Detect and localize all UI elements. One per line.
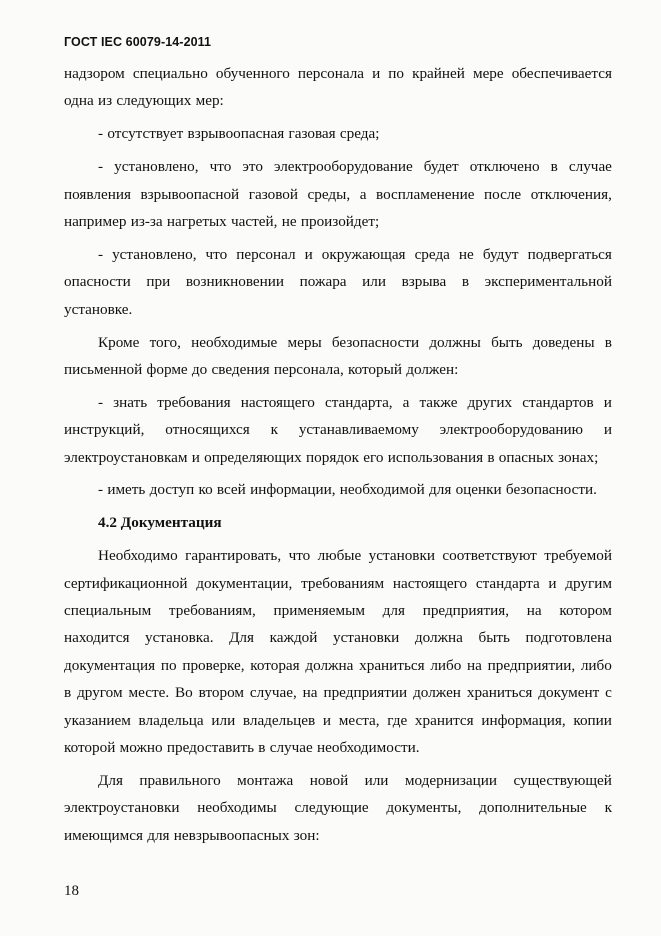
- text-line: Кроме того, необходимые меры безопасности должны быть доведены в: [98, 333, 612, 351]
- paragraph: [64, 767, 612, 849]
- text-line: опасности при возникновении пожара или взрыва в экспериментальной: [64, 273, 612, 291]
- text-line: появления взрывоопасной газовой среды, а воспламенение после отключения,: [64, 185, 612, 203]
- text-line: надзором специально обученного персонала и по крайней мере обеспечивается: [64, 65, 612, 82]
- paragraph: [64, 389, 612, 471]
- paragraph: [64, 153, 612, 235]
- text-line: - иметь доступ ко всей информации, необходимой для оценки безопасности.: [98, 481, 597, 499]
- document-body: [64, 60, 612, 849]
- text-line: Необходимо гарантировать, что любые установки соответствуют требуемой: [98, 547, 612, 565]
- text-line: специальным требованиям, применяемым для предприятия, на котором: [64, 602, 612, 620]
- section-heading: 4.2 Документация: [98, 514, 222, 532]
- paragraph: [64, 329, 612, 384]
- text-line: электроустановкам и определяющих порядок его использования в опасных зонах;: [64, 448, 599, 466]
- paragraph: [64, 60, 612, 115]
- paragraph: [64, 120, 612, 147]
- text-line: - знать требования настоящего стандарта, а также других стандартов и: [98, 393, 612, 411]
- text-line: письменной форме до сведения персонала, который должен:: [64, 360, 459, 378]
- text-line: инструкций, относящихся к устанавливаемому электрооборудованию и: [64, 421, 612, 439]
- paragraph: [64, 476, 612, 503]
- paragraph: [64, 542, 612, 761]
- paragraph: [64, 241, 612, 323]
- text-line: одна из следующих мер:: [64, 92, 224, 110]
- text-line: - установлено, что персонал и окружающая среда не будут подвергаться: [98, 245, 612, 263]
- text-line: документация по проверке, которая должна храниться либо на предприятии, либо: [64, 656, 612, 674]
- text-line: - установлено, что это электрооборудование будет отключено в случае: [98, 158, 612, 176]
- text-line: установке.: [64, 300, 133, 318]
- text-line: Для правильного монтажа новой или модернизации существующей: [98, 771, 612, 789]
- text-line: которой можно предоставить в случае необходимости.: [64, 738, 420, 756]
- text-line: сертификационной документации, требованиям настоящего стандарта и другим: [64, 574, 612, 592]
- text-line: находится установка. Для каждой установки должна быть подготовлена: [64, 629, 612, 647]
- text-line: в другом месте. Во втором случае, на предприятии должен храниться документ с: [64, 684, 612, 702]
- text-line: имеющимся для невзрывоопасных зон:: [64, 826, 320, 844]
- text-line: - отсутствует взрывоопасная газовая среда;: [98, 125, 380, 143]
- text-line: например из-за нагретых частей, не произойдет;: [64, 212, 380, 230]
- page-number: 18: [64, 883, 79, 899]
- document-header-code: ГОСТ IEC 60079-14-2011: [64, 35, 212, 49]
- text-line: указанием владельца или владельцев и места, где хранится информация, копии: [64, 711, 612, 729]
- text-line: электроустановки необходимы следующие документы, дополнительные к: [64, 799, 612, 817]
